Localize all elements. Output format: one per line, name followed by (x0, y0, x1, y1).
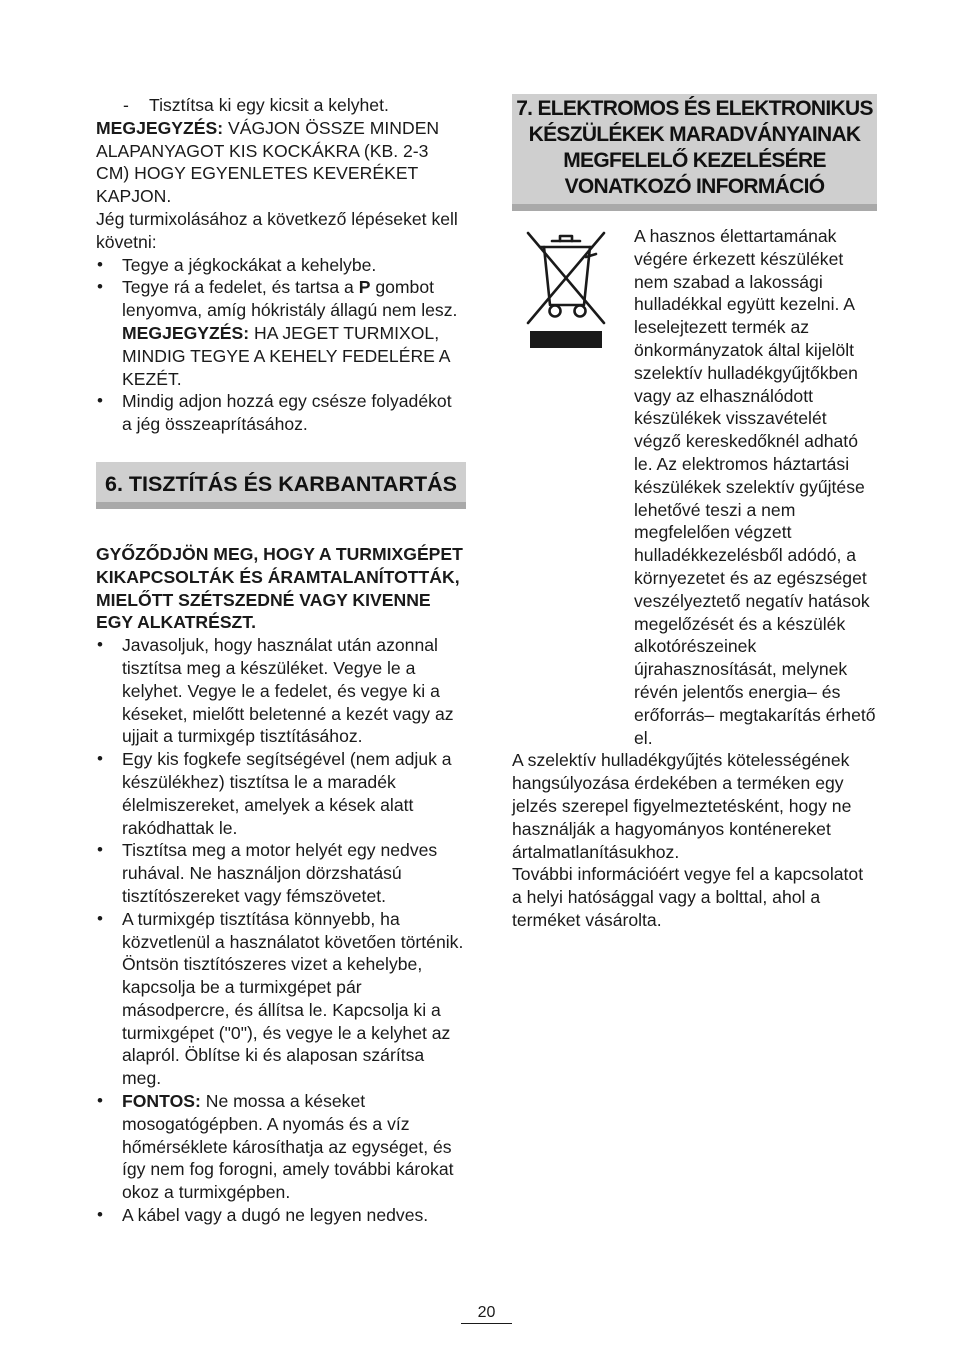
cleaning-list (96, 634, 466, 1227)
list-item: • A kábel vagy a dugó ne legyen nedves. (96, 1204, 466, 1227)
list-item: • A turmixgép tisztítása könnyebb, ha közvetlenül a használatot követően történik. Öntsön tisztítószeres vizet a kehelybe, kapcsolja be a turmixgépet pár másodpercre, és állítsa le. Kapcsolja ki a turmixgépet ("0"), és vegye le a kelyhet az alapról. Öblítse ki és alaposan szárítsa meg. (96, 908, 466, 1090)
weee-paragraph: A hasznos élettartamának végére érkezett készüléket nem szabad a lakossági hulladékkal együtt kezelni. A leselejtezett termék az önkormányzatok által kijelölt szelektív hulladékgyűjtőkben vagy az elhasználódott készülékek visszavételét végző kereskedőknél adható le. Az elektromos háztartási készülékek szelektív gyűjtése lehetővé teszi a nem megfelelően végzett hulladékkezelésből adódó, a környezetet és az egészséget veszélyeztető negatív hatások megelőzését és a készülék alkotórészeinek újrahasznosítását, melynek révén jelentős energia– és erőforrás– megtakarítás érhető el. (634, 226, 876, 748)
weee-marking-paragraph: A szelektív hulladékgyűjtés kötelességének hangsúlyozása érdekében a terméken egy jelzés szerepel figyelmeztetésként, hogy ne használják a hagyományos konténereket ártalmatlanításukhoz. (512, 750, 852, 862)
left-column (96, 94, 466, 1227)
note-ice: MEGJEGYZÉS: HA JEGET TURMIXOL, MINDIG TEGYE A KEHELY FEDELÉRE A KEZÉT. (122, 322, 450, 389)
list-item: • Tegye a jégkockákat a kehelybe. (96, 254, 466, 277)
list-item: • Javasoljuk, hogy használat után azonnal tisztítsa meg a készüléket. Vegye le a kelyhet. Vegye le a fedelet, és vegye ki a késeket, mielőtt beletenné a kezét vagy az ujjait a turmixgép tisztításához. (96, 634, 466, 748)
list-item: • Tegye rá a fedelet, és tartsa a P gombot lenyomva, amíg hókristály állagú nem lesz. MEGJEGYZÉS: HA JEGET TURMIXOL, MINDIG TEGYE A KEHELY FEDELÉRE A KEZÉT. (96, 276, 466, 390)
p-button-key: P (358, 277, 371, 298)
section-6-heading: 6. TISZTÍTÁS ÉS KARBANTARTÁS (96, 462, 466, 509)
note-ingredients: MEGJEGYZÉS: VÁGJON ÖSSZE MINDEN ALAPANYAGOT KIS KOCKÁKRA (KB. 2-3 CM) HOGY EGYENLETES KEVERÉKET KAPJON. (96, 117, 440, 207)
list-item: • Mindig adjon hozzá egy csésze folyadékot a jég összeaprításához. (96, 390, 466, 436)
dash-item: - Tisztítsa ki egy kicsit a kelyhet. (123, 95, 389, 115)
section-7-heading: 7. ELEKTROMOS ÉS ELEKTRONIKUS KÉSZÜLÉKEK MARADVÁNYAINAK MEGFELELŐ KEZELÉSÉRE VONATKOZÓ INFORMÁCIÓ (512, 94, 877, 211)
right-column (512, 94, 877, 932)
note-label: MEGJEGYZÉS: (122, 322, 250, 343)
list-item: • FONTOS: Ne mossa a késeket mosogatógépben. A nyomás és a víz hőmérséklete károsíthatja az egységet, és így nem fog forogni, amely további károkat okoz a turmixgépben. (96, 1090, 466, 1204)
contact-paragraph: További információért vegye fel a kapcsolatot a helyi hatósággal vagy a bolttal, ahol a terméket vásárolta. (512, 864, 864, 930)
page-number: 20 (461, 1304, 512, 1324)
list-item: • Egy kis fogkefe segítségével (nem adjuk a készülékhez) tisztítsa le a maradék élelmiszereket, amelyek a kések alatt rakódhattak le. (96, 748, 466, 839)
ice-intro: Jég turmixolásához a következő lépéseket kell követni: (96, 208, 458, 252)
list-item: • Tisztítsa meg a motor helyét egy nedves ruhával. Ne használjon dörzshatású tisztítószereket vagy fémszövetet. (96, 839, 466, 907)
safety-warning: GYŐZŐDJÖN MEG, HOGY A TURMIXGÉPET KIKAPCSOLTÁK ÉS ÁRAMTALANÍTOTTÁK, MIELŐTT SZÉTSZEDNÉ VAGY KIVENNE EGY ALKATRÉSZT. (96, 543, 463, 633)
weee-block (512, 225, 877, 749)
crossed-out-wheelie-bin-icon (522, 227, 610, 351)
important-label: FONTOS: (122, 1091, 201, 1112)
note-label: MEGJEGYZÉS: (96, 117, 224, 138)
ice-steps-list (96, 254, 466, 436)
